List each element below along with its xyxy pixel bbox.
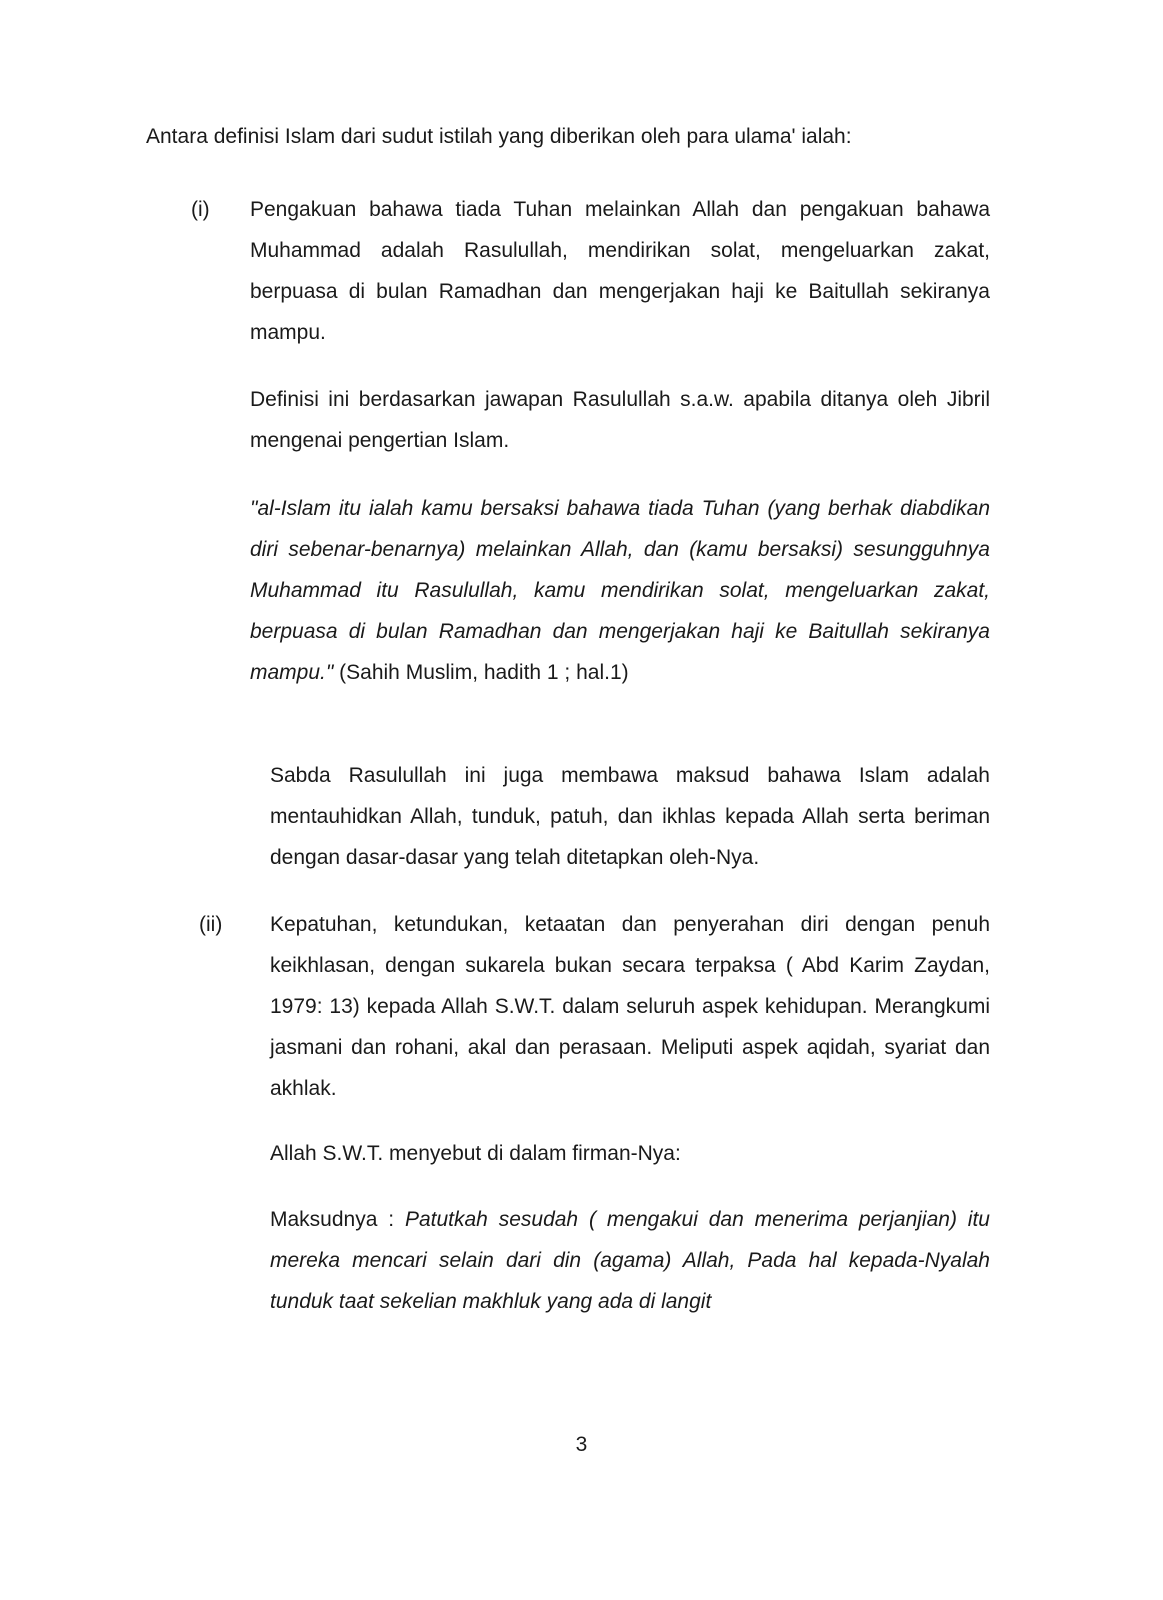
maksud-label: Maksudnya : (270, 1208, 405, 1231)
maksud-paragraph (270, 1199, 990, 1322)
intro-paragraph: Antara definisi Islam dari sudut istilah yang diberikan oleh para ulama' ialah: (146, 125, 852, 148)
item-2-definition: Kepatuhan, ketundukan, ketaatan dan penyerahan diri dengan penuh keikhlasan, dengan sukarela bukan secara terpaksa ( Abd Karim Zaydan, 1979: 13) kepada Allah S.W.T. dalam seluruh aspek kehidupan. Merangkumi jasmani dan rohani, akal dan perasaan. Meliputi aspek aqidah, syariat dan akhlak. (270, 913, 990, 1100)
item-1-explanation: Sabda Rasulullah ini juga membawa maksud bahawa Islam adalah mentauhidkan Allah, tunduk, patuh, dan ikhlas kepada Allah serta beriman dengan dasar-dasar yang telah ditetapkan oleh-Nya. (270, 764, 990, 869)
item-1-basis: Definisi ini berdasarkan jawapan Rasulullah s.a.w. apabila ditanya oleh Jibril mengenai pengertian Islam. (250, 388, 990, 452)
hadith-source: (Sahih Muslim, hadith 1 ; hal.1) (333, 661, 629, 684)
hadith-paragraph (250, 488, 990, 693)
hadith-quote: "al-Islam itu ialah kamu bersaksi bahawa tiada Tuhan (yang berhak diabdikan diri sebenar-benarnya) melainkan Allah, dan (kamu bersaksi) sesungguhnya Muhammad itu Rasulullah, kamu mendirikan solat, mengeluarkan zakat, berpuasa di bulan Ramadhan dan mengerjakan haji ke Baitullah sekiranya mampu." (250, 497, 990, 684)
item-1-marker: (i) (191, 198, 210, 221)
firman-intro: Allah S.W.T. menyebut di dalam firman-Nya: (270, 1142, 681, 1165)
page-number: 3 (575, 1433, 588, 1456)
item-2-marker: (ii) (199, 913, 223, 936)
item-1-definition: Pengakuan bahawa tiada Tuhan melainkan Allah dan pengakuan bahawa Muhammad adalah Rasulullah, mendirikan solat, mengeluarkan zakat, berpuasa di bulan Ramadhan dan mengerjakan haji ke Baitullah sekiranya mampu. (250, 198, 990, 344)
maksud-text: Patutkah sesudah ( mengakui dan menerima perjanjian) itu mereka mencari selain dari din (agama) Allah, Pada hal kepada-Nyalah tunduk taat sekelian makhluk yang ada di langit (270, 1208, 990, 1313)
